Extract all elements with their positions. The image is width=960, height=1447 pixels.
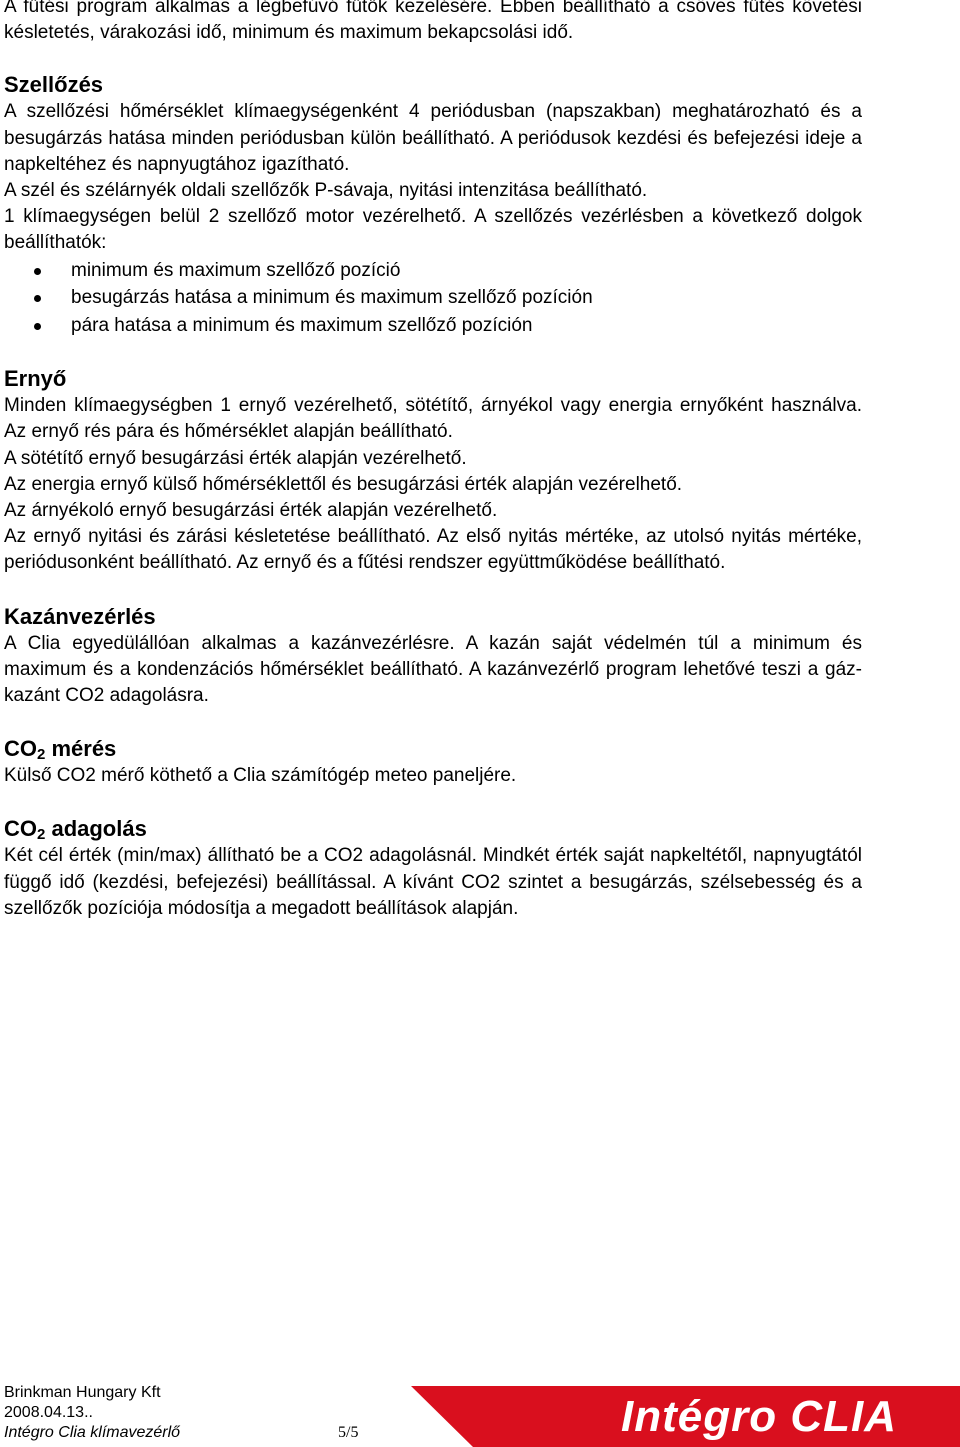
section-heading: Ernyő bbox=[4, 366, 67, 392]
footer-date: 2008.04.13.. bbox=[4, 1404, 93, 1421]
logo-text: Intégro CLIA bbox=[621, 1392, 897, 1441]
paragraph: 1 klímaegységen belül 2 szellőző motor vezérelhető. A szellőzés vezérlésben a következő dolgok beállíthatók: bbox=[4, 206, 862, 254]
section-co2-meres bbox=[4, 735, 862, 789]
footer-company: Brinkman Hungary Kft bbox=[4, 1384, 161, 1401]
section-kazanvezerles bbox=[4, 603, 862, 710]
paragraph: A Clia egyedülállóan alkalmas a kazánvezérlésre. A kazán saját védelmén túl a minimum és maximum és a kondenzációs hőmérséklet beállítható. A kazánvezérlő program lehetővé teszi a gáz-kazánt CO2 adagolásra. bbox=[4, 632, 862, 706]
paragraph: A szellőzési hőmérséklet klímaegységenként 4 periódusban (napszakban) meghatározható és a besugárzás hatása minden periódusban külön beállítható. A periódusok kezdési és befejezési ideje a napkeltéhez és napnyugtához igazítható. bbox=[4, 101, 862, 175]
paragraph: A sötétítő ernyő besugárzási érték alapján vezérelhető. bbox=[4, 447, 467, 469]
section-heading: Szellőzés bbox=[4, 72, 104, 98]
page-number: 5/5 bbox=[338, 1424, 359, 1441]
paragraph: Külső CO2 mérő köthető a Clia számítógép meteo paneljére. bbox=[4, 765, 517, 787]
intro-paragraph: A fűtési program alkalmas a légbefúvó fűtők kezelésére. Ebben beállítható a csöves fűtés követési késletetés, várakozási idő, minimum és maximum bekapcsolási idő. bbox=[4, 0, 862, 44]
footer-doc-title: Intégro Clia klímavezérlő 5/5 bbox=[4, 1424, 359, 1441]
paragraph: Két cél érték (min/max) állítható be a CO2 adagolásnál. Mindkét érték saját napkeltétől, napnyugtától függő idő (kezdési, befejezési) beállítással. A kívánt CO2 szintet a besugárzás, szélsebesség és a szellőzők pozíciója módosítja a megadott beállítások alapján. bbox=[4, 845, 862, 919]
paragraph: Az energia ernyő külső hőmérséklettől és besugárzási érték alapján vezérelhető. bbox=[4, 473, 683, 495]
bullet-icon bbox=[34, 323, 41, 330]
list-item: besugárzás hatása a minimum és maximum szellőző pozíción bbox=[4, 284, 862, 312]
section-heading: $CO_2$ mérés bbox=[4, 736, 117, 764]
section-co2-adagolas bbox=[4, 815, 862, 922]
paragraph: Az ernyő nyitási és zárási késletetése beállítható. Az első nyitás mértéke, az utolsó nyitás mértéke, periódusonként beállítható. Az ernyő és a fűtési rendszer együttműködése beállítható. bbox=[4, 526, 862, 574]
section-heading: $CO_2$ adagolás bbox=[4, 816, 147, 844]
bullet-list bbox=[4, 257, 862, 340]
list-item: pára hatása a minimum és maximum szellőző pozíción bbox=[4, 312, 862, 340]
bullet-icon bbox=[34, 268, 41, 275]
document-page bbox=[4, 0, 862, 922]
page-footer bbox=[4, 1383, 424, 1443]
section-ernyo bbox=[4, 365, 862, 576]
paragraph: Az árnyékoló ernyő besugárzási érték alapján vezérelhető. bbox=[4, 499, 498, 521]
bullet-icon bbox=[34, 295, 41, 302]
list-item: minimum és maximum szellőző pozíció bbox=[4, 257, 862, 285]
section-szellozes bbox=[4, 71, 862, 339]
paragraph: A szél és szélárnyék oldali szellőzők P-sávaja, nyitási intenzitása beállítható. bbox=[4, 180, 648, 202]
intégro-clia-logo bbox=[411, 1386, 960, 1447]
paragraph: Minden klímaegységben 1 ernyő vezérelhető, sötétítő, árnyékol vagy energia ernyőként használva. Az ernyő rés pára és hőmérséklet alapján beállítható. bbox=[4, 395, 862, 443]
section-heading: Kazánvezérlés bbox=[4, 603, 156, 629]
